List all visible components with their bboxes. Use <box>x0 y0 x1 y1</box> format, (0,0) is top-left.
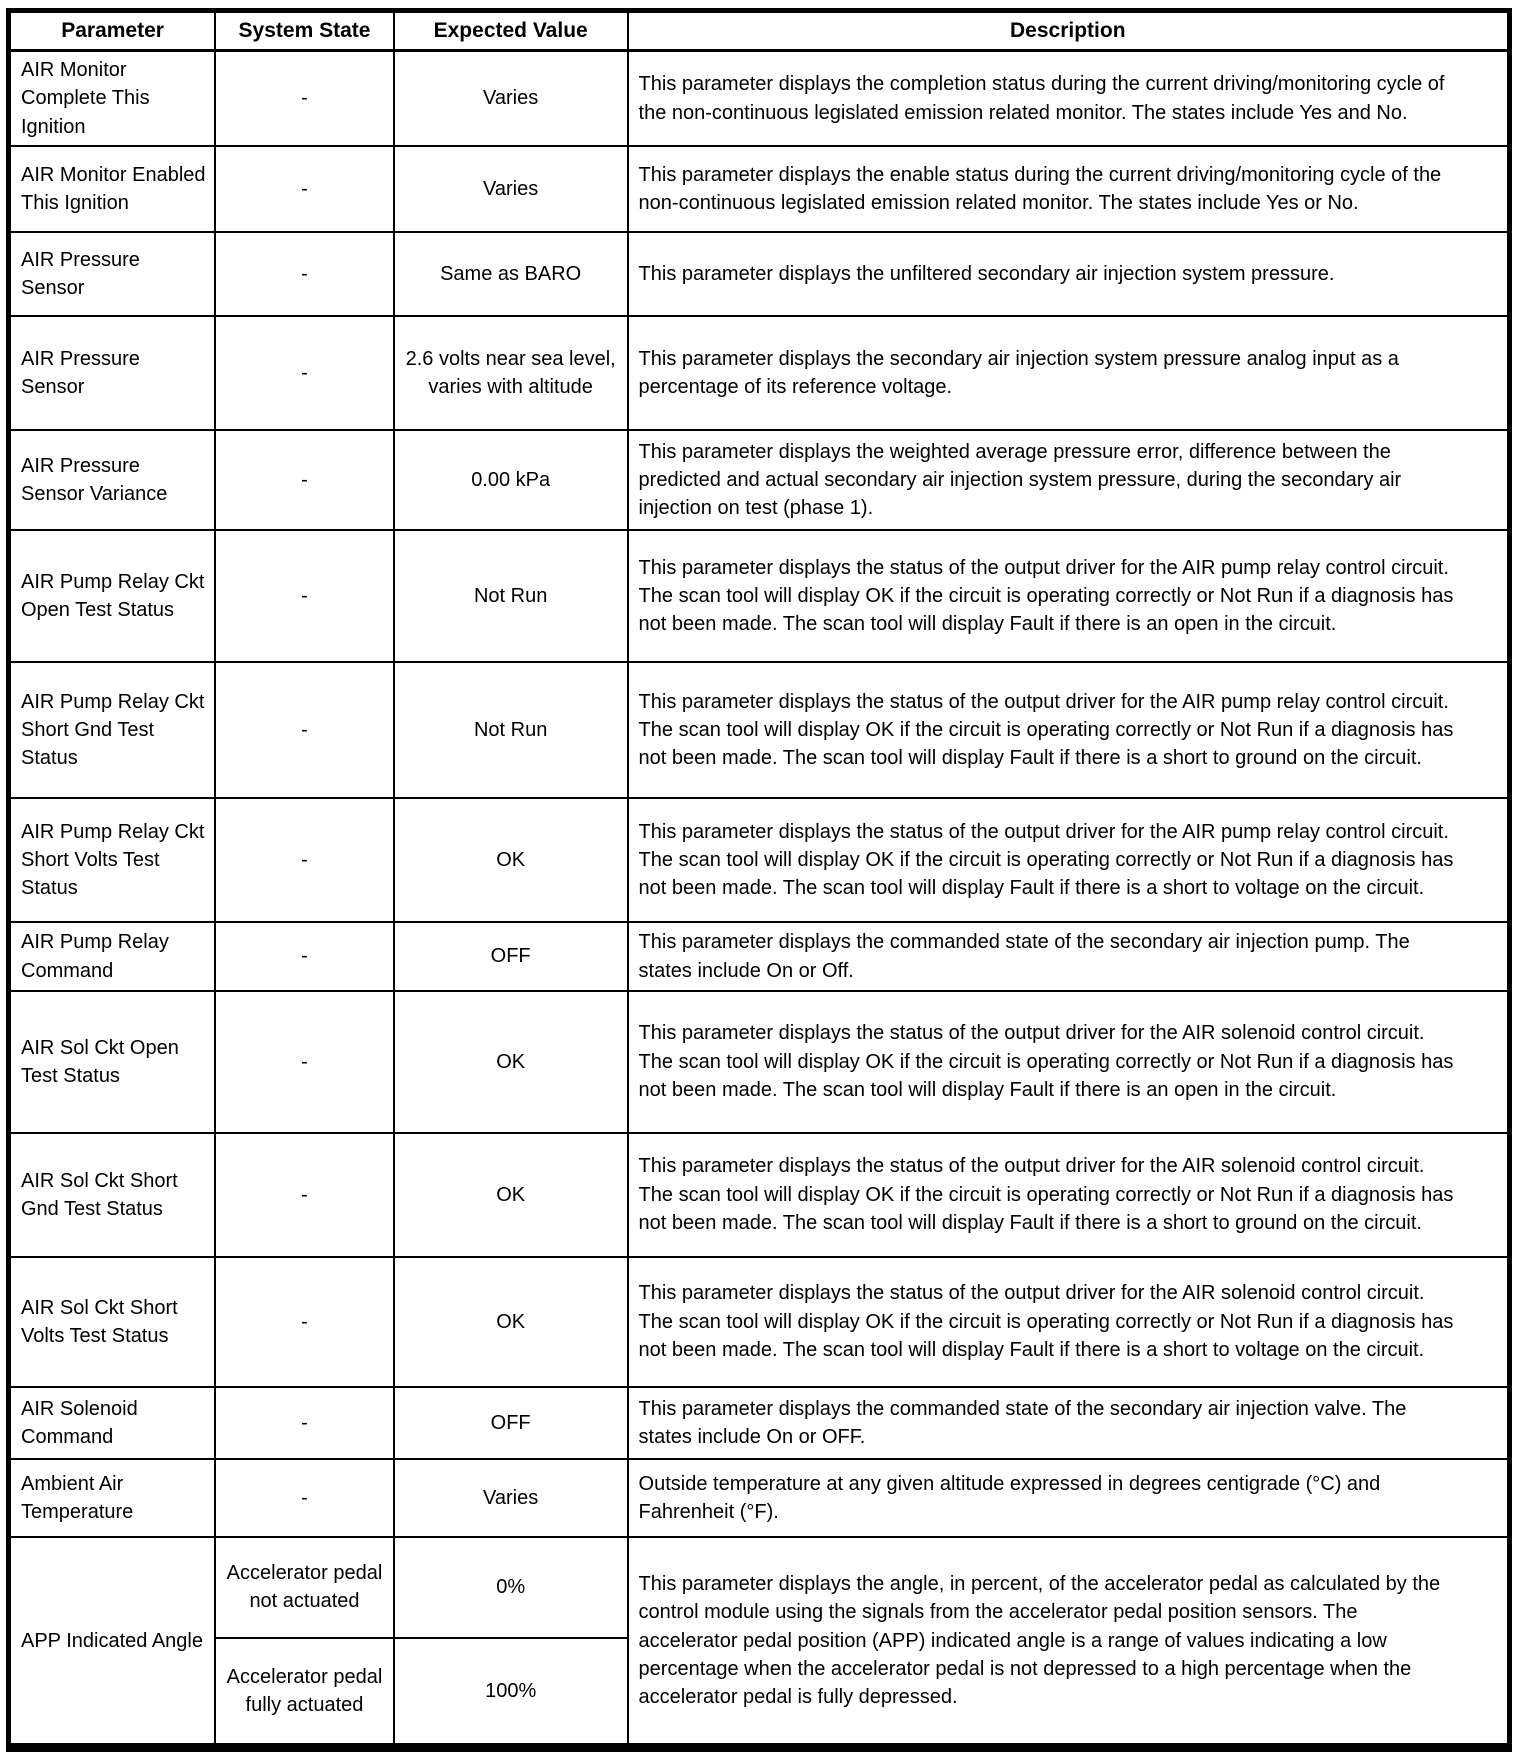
param-cell: AIR Pump Relay Ckt Short Gnd Test Status <box>9 662 216 798</box>
param-cell: AIR Sol Ckt Short Gnd Test Status <box>9 1133 216 1257</box>
desc-cell: This parameter displays the angle, in percent, of the accelerator pedal as calculated by the control module using the signals from the accelerator pedal position sensors. The accelerator pedal position (APP) indicated angle is a range of values indicating a low percentage when the accelerator pedal is not depressed to a high percentage when the accelerator pedal is fully depressed. <box>628 1537 1510 1748</box>
state-cell: - <box>215 1257 394 1387</box>
state-cell: - <box>215 798 394 922</box>
table-row <box>9 232 1510 316</box>
table-row <box>9 662 1510 798</box>
table-row <box>9 1459 1510 1537</box>
value-cell: 2.6 volts near sea level, varies with altitude <box>394 316 628 430</box>
param-cell: AIR Pump Relay Ckt Open Test Status <box>9 530 216 662</box>
param-cell: AIR Pump Relay Command <box>9 922 216 991</box>
value-cell: 0.00 kPa <box>394 430 628 530</box>
param-cell: AIR Sol Ckt Open Test Status <box>9 991 216 1133</box>
table-row <box>9 430 1510 530</box>
state-cell: - <box>215 316 394 430</box>
desc-cell: This parameter displays the status of the output driver for the AIR solenoid control circuit. The scan tool will display OK if the circuit is operating correctly or Not Run if a diagnosis has not been made. The scan tool will display Fault if there is a short to voltage on the circuit. <box>628 1257 1510 1387</box>
desc-cell: This parameter displays the completion status during the current driving/monitoring cycle of the non-continuous legislated emission related monitor. The states include Yes and No. <box>628 51 1510 147</box>
desc-cell: This parameter displays the status of the output driver for the AIR pump relay control circuit. The scan tool will display OK if the circuit is operating correctly or Not Run if a diagnosis has not been made. The scan tool will display Fault if there is an open in the circuit. <box>628 530 1510 662</box>
table-row <box>9 922 1510 991</box>
desc-cell: This parameter displays the weighted average pressure error, difference between the predicted and actual secondary air injection system pressure, during the secondary air injection on test (phase 1). <box>628 430 1510 530</box>
table-row <box>9 1387 1510 1459</box>
table-row <box>9 1133 1510 1257</box>
desc-cell: This parameter displays the status of the output driver for the AIR solenoid control circuit. The scan tool will display OK if the circuit is operating correctly or Not Run if a diagnosis has not been made. The scan tool will display Fault if there is an open in the circuit. <box>628 991 1510 1133</box>
param-cell: AIR Pressure Sensor <box>9 232 216 316</box>
table-row <box>9 1257 1510 1387</box>
header-system-state: System State <box>215 11 394 51</box>
desc-cell: This parameter displays the commanded state of the secondary air injection valve. The states include On or OFF. <box>628 1387 1510 1459</box>
desc-cell: Outside temperature at any given altitude expressed in degrees centigrade (°C) and Fahrenheit (°F). <box>628 1459 1510 1537</box>
scan-tool-parameter-table <box>6 8 1512 1752</box>
table-row <box>9 530 1510 662</box>
state-cell: - <box>215 1133 394 1257</box>
header-expected-value: Expected Value <box>394 11 628 51</box>
value-cell: Same as BARO <box>394 232 628 316</box>
desc-cell: This parameter displays the status of the output driver for the AIR solenoid control circuit. The scan tool will display OK if the circuit is operating correctly or Not Run if a diagnosis has not been made. The scan tool will display Fault if there is a short to ground on the circuit. <box>628 1133 1510 1257</box>
param-cell: AIR Monitor Enabled This Ignition <box>9 146 216 232</box>
param-cell: APP Indicated Angle <box>9 1537 216 1748</box>
header-parameter: Parameter <box>9 11 216 51</box>
table-row <box>9 51 1510 147</box>
param-cell: AIR Solenoid Command <box>9 1387 216 1459</box>
desc-cell: This parameter displays the status of the output driver for the AIR pump relay control circuit. The scan tool will display OK if the circuit is operating correctly or Not Run if a diagnosis has not been made. The scan tool will display Fault if there is a short to ground on the circuit. <box>628 662 1510 798</box>
state-cell: Accelerator pedal not actuated <box>215 1537 394 1638</box>
value-cell: 0% <box>394 1537 628 1638</box>
state-cell: - <box>215 991 394 1133</box>
param-cell: AIR Pressure Sensor <box>9 316 216 430</box>
state-cell: - <box>215 922 394 991</box>
value-cell: OK <box>394 1257 628 1387</box>
param-cell: AIR Monitor Complete This Ignition <box>9 51 216 147</box>
desc-cell: This parameter displays the secondary air injection system pressure analog input as a percentage of its reference voltage. <box>628 316 1510 430</box>
table-row <box>9 146 1510 232</box>
state-cell: - <box>215 232 394 316</box>
state-cell: - <box>215 530 394 662</box>
state-cell: - <box>215 662 394 798</box>
value-cell: Not Run <box>394 662 628 798</box>
state-cell: - <box>215 1459 394 1537</box>
desc-cell: This parameter displays the unfiltered secondary air injection system pressure. <box>628 232 1510 316</box>
value-cell: Not Run <box>394 530 628 662</box>
table-row <box>9 316 1510 430</box>
value-cell: OFF <box>394 1387 628 1459</box>
state-cell: - <box>215 146 394 232</box>
value-cell: 100% <box>394 1638 628 1748</box>
param-cell: AIR Sol Ckt Short Volts Test Status <box>9 1257 216 1387</box>
table-row <box>9 798 1510 922</box>
desc-cell: This parameter displays the enable status during the current driving/monitoring cycle of the non-continuous legislated emission related monitor. The states include Yes or No. <box>628 146 1510 232</box>
value-cell: Varies <box>394 1459 628 1537</box>
value-cell: OFF <box>394 922 628 991</box>
table-row <box>9 991 1510 1133</box>
desc-cell: This parameter displays the status of the output driver for the AIR pump relay control circuit. The scan tool will display OK if the circuit is operating correctly or Not Run if a diagnosis has not been made. The scan tool will display Fault if there is a short to voltage on the circuit. <box>628 798 1510 922</box>
value-cell: OK <box>394 991 628 1133</box>
state-cell: - <box>215 1387 394 1459</box>
value-cell: OK <box>394 798 628 922</box>
value-cell: OK <box>394 1133 628 1257</box>
param-cell: Ambient Air Temperature <box>9 1459 216 1537</box>
state-cell: - <box>215 430 394 530</box>
state-cell: Accelerator pedal fully actuated <box>215 1638 394 1748</box>
value-cell: Varies <box>394 51 628 147</box>
param-cell: AIR Pump Relay Ckt Short Volts Test Status <box>9 798 216 922</box>
table-row <box>9 1537 1510 1638</box>
param-cell: AIR Pressure Sensor Variance <box>9 430 216 530</box>
header-row <box>9 11 1510 51</box>
desc-cell: This parameter displays the commanded state of the secondary air injection pump. The states include On or Off. <box>628 922 1510 991</box>
value-cell: Varies <box>394 146 628 232</box>
header-description: Description <box>628 11 1510 51</box>
state-cell: - <box>215 51 394 147</box>
